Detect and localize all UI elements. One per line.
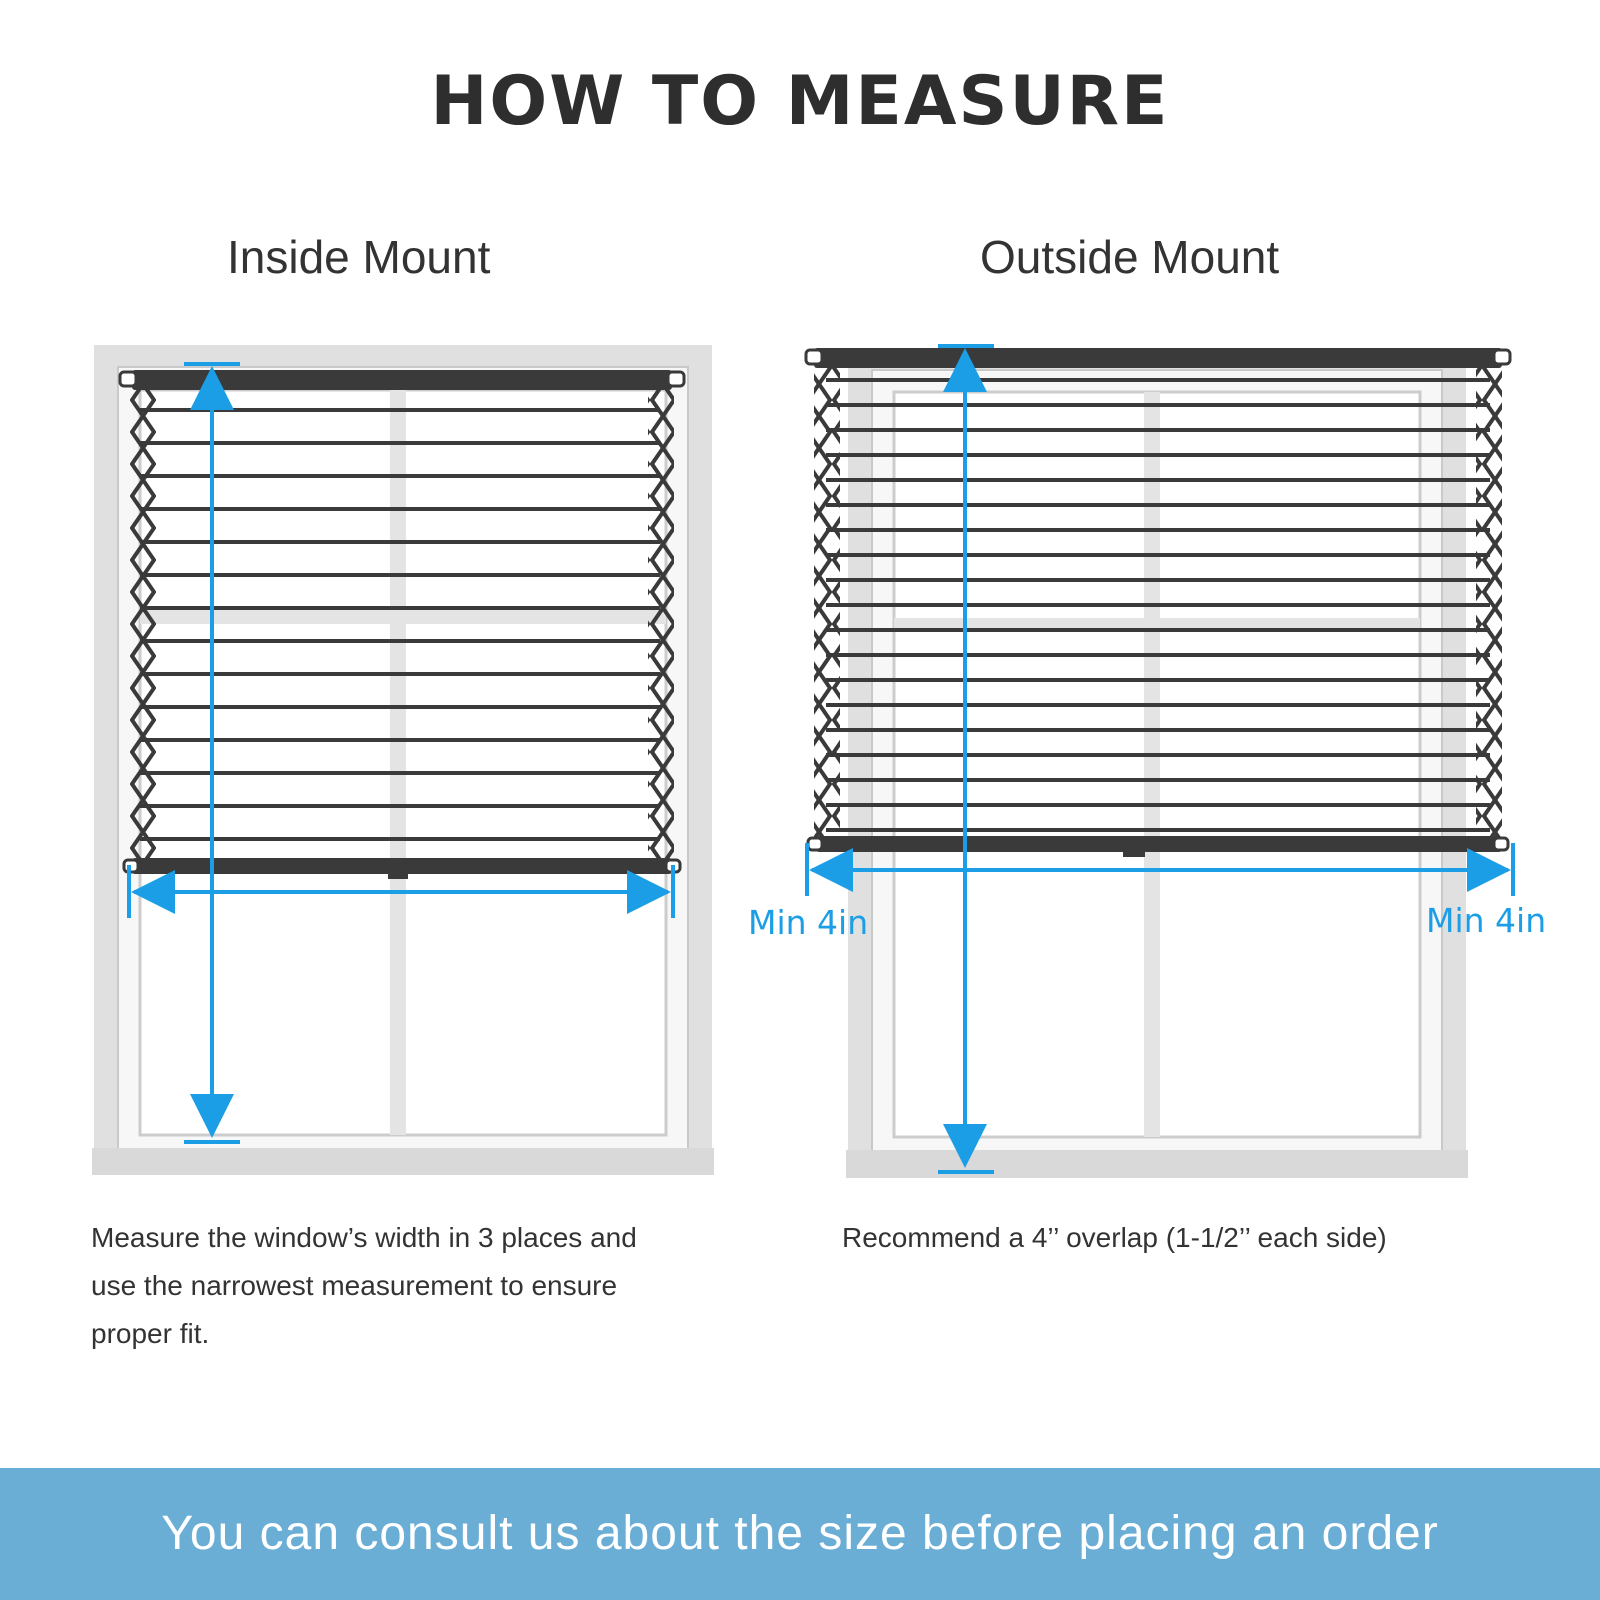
- page-title: HOW TO MEASURE: [430, 62, 1170, 141]
- inside-mount-caption: [91, 1214, 731, 1358]
- outside-mount-caption: Recommend a 4’’ overlap (1-1/2’’ each side): [842, 1222, 1387, 1253]
- inside-window: [92, 345, 714, 1175]
- outside-right-min-label: Min 4in: [1426, 901, 1547, 940]
- inside-mount-heading: Inside Mount: [227, 231, 491, 283]
- inside-caption-line-2: use the narrowest measurement to ensure: [91, 1270, 618, 1301]
- inside-caption-line-1: Measure the window’s width in 3 places and: [91, 1222, 637, 1253]
- outside-window: [846, 348, 1468, 1178]
- outside-mount-heading: Outside Mount: [980, 231, 1280, 283]
- consult-banner: [0, 1468, 1600, 1600]
- banner-text: You can consult us about the size before placing an order: [161, 1507, 1439, 1560]
- inside-caption-line-3: proper fit.: [91, 1318, 210, 1349]
- outside-left-min-label: Min 4in: [748, 903, 869, 942]
